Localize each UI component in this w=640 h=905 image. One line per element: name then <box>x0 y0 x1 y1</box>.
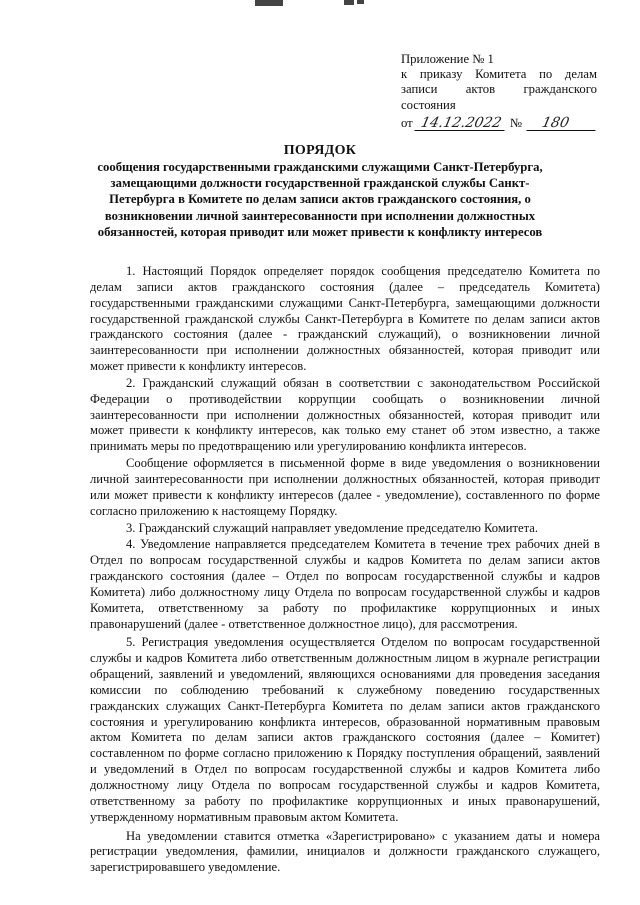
paragraph-4: 4. Уведомление направляется председателем Комитета в течение трех рабочих дней в Отдел по вопросам государственной службы и кадров Комитета по делам записи актов гражданского состояния (далее – Отдел по вопросам государственной службы и кадров Комитета) либо должностному лицу Отдела по вопросам государственной службы и кадров Комитета, ответственному за работу по профилактике коррупционных и иных правонарушений (далее - ответственное должностное лицо), для рассмотрения. <box>90 537 600 631</box>
paragraph-5: 5. Регистрация уведомления осуществляется Отделом по вопросам государственной службы и кадров Комитета либо ответственным должностным лицом в журнале регистрации обращений, заявлений и уведомлений, являющихся основаниями для проведения заседания комиссии по соблюдению требований к служебному поведению государственных гражданских служащих Санкт-Петербурга Комитета по делам записи актов гражданского состояния и урегулированию конфликта интересов, образованной нормативным правовым актом Комитета по делам записи актов гражданского состояния (далее – Комитет) составленном по форме согласно приложению к Порядку поступления обращений, заявлений и уведомлений в Отдел по вопросам государственной службы и кадров Комитета либо должностному лицу Отдела по вопросам государственной службы и кадров Комитета, ответственному за работу по профилактике коррупционных и иных правонарушений, утвержденному нормативным правовым актом Комитета. <box>90 635 600 824</box>
scan-artifact <box>255 0 283 6</box>
document-title: ПОРЯДОК <box>283 143 357 158</box>
handwritten-date: 14.12.2022 <box>414 116 507 131</box>
date-prefix: от <box>401 115 413 130</box>
document-body <box>90 264 600 876</box>
appendix-reference: к приказу Комитета по делам записи актов гражданского состояния <box>401 67 597 112</box>
appendix-date-number-row <box>401 116 597 131</box>
appendix-block <box>401 52 597 131</box>
paragraph-3: 3. Гражданский служащий направляет уведомление председателю Комитета. <box>126 520 539 535</box>
scan-artifact <box>357 0 364 4</box>
appendix-title: Приложение № 1 <box>401 52 494 66</box>
number-prefix: № <box>509 115 522 130</box>
document-subtitle: сообщения государственными гражданскими служащими Санкт-Петербурга, замещающими должности государственной гражданской службы Санкт-Петербурга в Комитете по делам записи актов гражданского состояния, о возникновении личной заинтересованности при исполнении должностных обязанностей, которая приводит или может привести к конфликту интересов <box>97 160 543 239</box>
scan-artifact <box>344 0 354 5</box>
document-heading <box>92 142 548 240</box>
paragraph-2-continued: Сообщение оформляется в письменной форме в виде уведомления о возникновении личной заинтересованности при исполнении должностных обязанностей, которая приводит или может привести к конфликту интересов (далее - уведомление), составленного по форме согласно приложению к настоящему Порядку. <box>90 456 600 518</box>
handwritten-number: 180 <box>526 116 598 131</box>
paragraph-1: 1. Настоящий Порядок определяет порядок сообщения председателю Комитета по делам записи актов гражданского состояния (далее – председатель Комитета) государственными гражданскими служащими Санкт-Петербурга, замещающими должности государственной гражданской службы Санкт-Петербурга в Комитете по делам записи актов гражданского состояния (далее - гражданский служащий), о возникновении личной заинтересованности при исполнении должностных обязанностей, которая приводит или может привести к конфликту интересов. <box>90 264 600 374</box>
paragraph-5-continued: На уведомлении ставится отметка «Зарегистрировано» с указанием даты и номера регистрации уведомления, фамилии, инициалов и должности гражданского служащего, зарегистрировавшего уведомление. <box>90 828 600 875</box>
paragraph-2: 2. Гражданский служащий обязан в соответствии с законодательством Российской Федерации о противодействии коррупции сообщать о возникновении личной заинтересованности при исполнении должностных обязанностей, которая приводит или может привести к конфликту интересов, как только ему станет об этом известно, а также принимать меры по предотвращению или урегулированию конфликта интересов. <box>90 375 600 454</box>
